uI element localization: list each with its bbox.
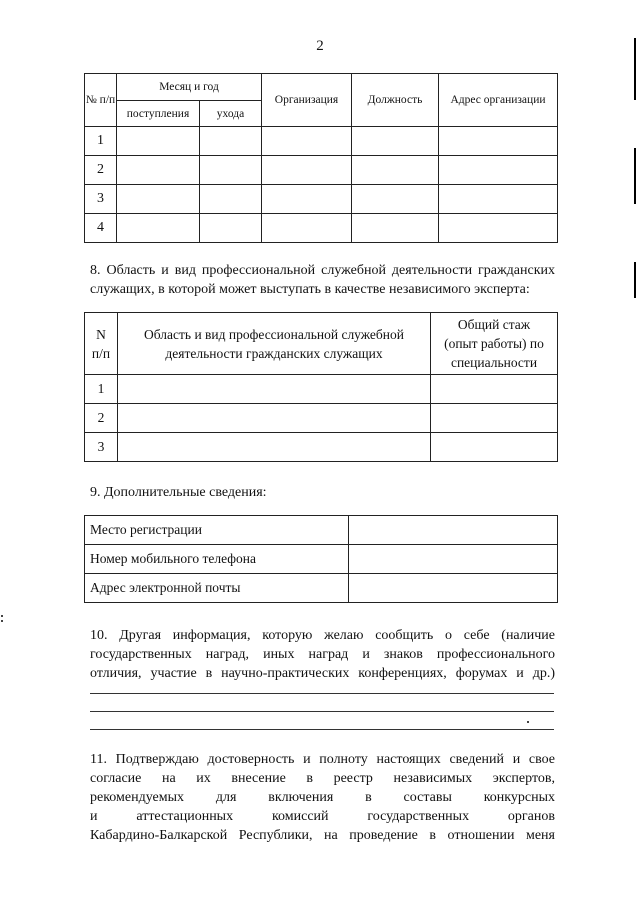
- section8-heading-line2: служащих, в которой может выступать в качестве независимого эксперта:: [90, 282, 530, 297]
- section11-line5: Кабардино-Балкарской Республики, на проведение в отношении меня: [90, 828, 555, 843]
- page-number: 2: [316, 38, 324, 54]
- section11-line3: рекомендуемых для включения в составы конкурсных: [90, 790, 555, 805]
- section11-line1: 11. Подтверждаю достоверность и полноту настоящих сведений и свое: [90, 752, 555, 767]
- col-header-area: Область и вид профессиональной служебной деятельности гражданских служащих: [118, 313, 431, 375]
- section8-heading-line1: 8. Область и вид профессиональной служебной деятельности гражданских: [90, 263, 555, 278]
- col-header-num: № п/п: [85, 74, 117, 127]
- col-header-organization: Организация: [262, 74, 352, 127]
- table-row: [85, 516, 558, 545]
- col-header-position: Должность: [352, 74, 439, 127]
- answer-line: [90, 693, 554, 694]
- table-row: [85, 375, 558, 404]
- scan-edge-mark: [634, 148, 636, 204]
- employment-table: [84, 73, 558, 243]
- row-number: 4: [85, 214, 117, 243]
- section11-line2: согласие на их внесение в реестр независимых экспертов,: [90, 771, 555, 786]
- row-number: 2: [85, 156, 117, 185]
- section10-line3: отличия, участие в научно-практических конференциях, форумах и др.): [90, 666, 555, 681]
- table-row: [85, 433, 558, 462]
- scan-speck: [1, 615, 3, 617]
- table-row: [85, 185, 558, 214]
- additional-info-table: [84, 515, 558, 603]
- section10-line2: государственных наград, иных наград и знаков профессионального: [90, 647, 555, 662]
- row-number: 1: [85, 127, 117, 156]
- answer-line: [90, 729, 554, 730]
- row-number: 3: [85, 433, 118, 462]
- table-row: [85, 214, 558, 243]
- col-header-num: N п/п: [85, 313, 118, 375]
- row-number: 2: [85, 404, 118, 433]
- scan-speck: [527, 721, 529, 723]
- col-header-end: ухода: [200, 101, 262, 127]
- answer-line: [90, 711, 554, 712]
- mobile-phone-label: Номер мобильного телефона: [85, 545, 349, 574]
- expertise-table: [84, 312, 558, 462]
- section10-line1: 10. Другая информация, которую желаю сообщить о себе (наличие: [90, 628, 555, 643]
- registration-label: Место регистрации: [85, 516, 349, 545]
- section9-heading: 9. Дополнительные сведения:: [90, 485, 267, 500]
- scan-edge-mark: [634, 38, 636, 100]
- col-header-start: поступления: [117, 101, 200, 127]
- row-number: 1: [85, 375, 118, 404]
- section11-line4: и аттестационных комиссий государственных органов: [90, 809, 555, 824]
- scan-edge-mark: [634, 262, 636, 298]
- col-header-month-year: Месяц и год: [117, 74, 262, 101]
- scan-speck: [1, 620, 3, 622]
- table-row: [85, 404, 558, 433]
- col-header-experience: Общий стаж (опыт работы) по специальности: [431, 313, 558, 375]
- table-row: [85, 156, 558, 185]
- table-row: [85, 574, 558, 603]
- col-header-address: Адрес организации: [439, 74, 558, 127]
- table-row: [85, 127, 558, 156]
- table-row: [85, 545, 558, 574]
- email-label: Адрес электронной почты: [85, 574, 349, 603]
- row-number: 3: [85, 185, 117, 214]
